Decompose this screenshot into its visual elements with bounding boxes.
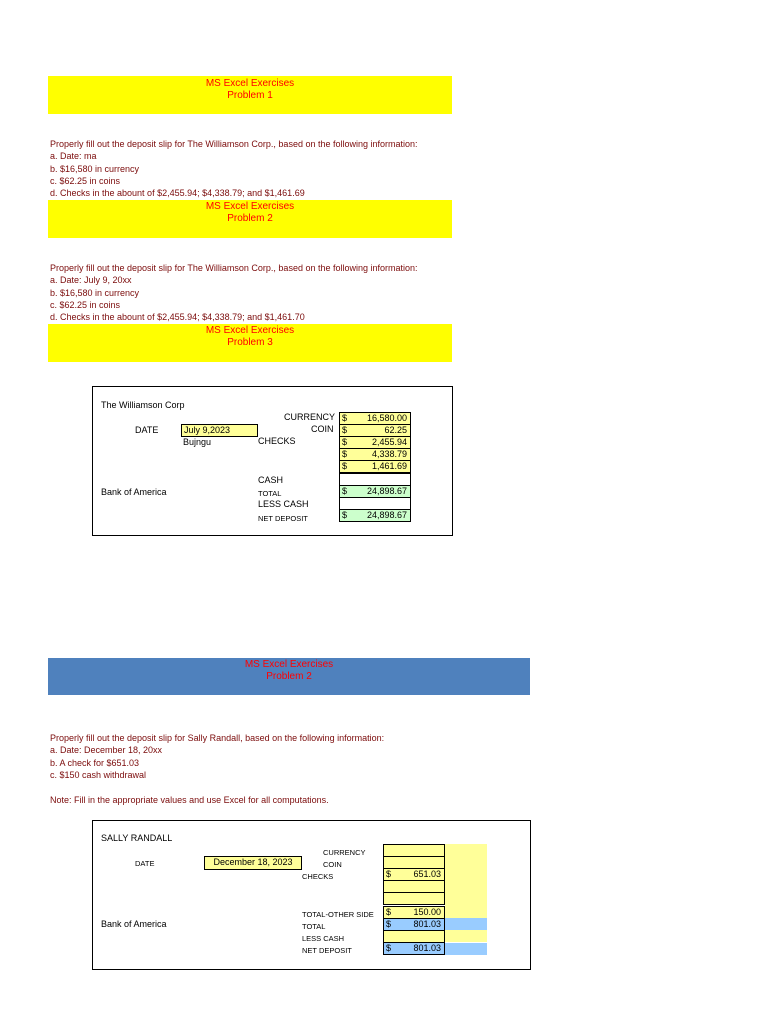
problem1-banner-title: MS Excel Exercises — [205, 78, 295, 89]
deposit-slip-williamson — [92, 386, 453, 536]
problem1-banner-subtitle: Problem 1 — [227, 90, 273, 101]
instruction-line: c. $62.25 in coins — [50, 299, 121, 310]
instruction-line: Properly fill out the deposit slip for The Williamson Corp., based on the following information: — [50, 139, 418, 149]
instruction-line: d. Checks in the abount of $2,455.94; $4,338.79; and $1,461.69 — [50, 188, 305, 199]
currency-symbol: $ — [342, 413, 348, 423]
total-value: 801.03 — [413, 919, 441, 929]
coin-label: COIN — [311, 424, 334, 434]
instruction-line: a. Date: July 9, 20xx — [50, 275, 132, 286]
problem2a-banner-title: MS Excel Exercises — [205, 201, 295, 212]
currency-label: CURRENCY — [323, 848, 366, 857]
account-name: SALLY RANDALL — [101, 833, 173, 843]
currency-symbol: $ — [342, 461, 348, 471]
check-value-1: 2,455.94 — [371, 437, 407, 447]
total-value: 24,898.67 — [366, 486, 407, 496]
problem3-banner-subtitle: Problem 3 — [227, 337, 273, 348]
currency-symbol: $ — [342, 486, 348, 496]
problem1-banner — [48, 76, 452, 114]
net-deposit-label: NET DEPOSIT — [258, 514, 308, 523]
total-label: TOTAL — [258, 489, 282, 498]
problem3-banner-title: MS Excel Exercises — [205, 325, 295, 336]
deposit-slip-randall — [92, 820, 531, 970]
currency-symbol: $ — [386, 907, 392, 917]
instruction-line: b. A check for $651.03 — [50, 757, 140, 768]
currency-value: 16,580.00 — [366, 413, 407, 423]
instruction-line: b. $16,580 in currency — [50, 163, 140, 174]
currency-symbol: $ — [386, 943, 392, 953]
problem2a-banner-subtitle: Problem 2 — [227, 213, 273, 224]
net-deposit-cell[interactable] — [339, 509, 411, 522]
signature: Bujngu — [183, 437, 212, 447]
instruction-line: c. $62.25 in coins — [50, 175, 121, 186]
check-cell-3[interactable] — [339, 460, 411, 473]
checks-value: 651.03 — [413, 869, 441, 879]
total-label: TOTAL — [302, 922, 326, 931]
instruction-line: Properly fill out the deposit slip for The Williamson Corp., based on the following information: — [50, 263, 418, 273]
problem2a-instructions — [50, 262, 418, 323]
currency-symbol: $ — [342, 425, 348, 435]
blue-filler-total — [445, 918, 487, 930]
blue-filler-net — [445, 943, 487, 955]
cash-label: CASH — [258, 475, 284, 485]
problem2b-banner — [48, 658, 530, 695]
currency-symbol: $ — [342, 437, 348, 447]
company-name: The Williamson Corp — [101, 400, 185, 410]
total-other-side-value: 150.00 — [413, 907, 441, 917]
date-label: DATE — [135, 425, 159, 435]
problem2b-note: Note: Fill in the appropriate values and use Excel for all computations. — [50, 795, 329, 805]
currency-symbol: $ — [342, 510, 348, 520]
instruction-line: a. Date: ma — [50, 151, 97, 162]
checks-label: CHECKS — [302, 872, 334, 881]
problem2b-banner-subtitle: Problem 2 — [266, 671, 312, 682]
problem3-banner — [48, 324, 452, 362]
date-label: DATE — [135, 859, 155, 868]
problem2b-instructions — [50, 732, 384, 781]
date-field[interactable] — [204, 856, 302, 870]
instruction-line: d. Checks in the abount of $2,455.94; $4,338.79; and $1,461.70 — [50, 312, 305, 323]
check-cell-empty-2[interactable] — [383, 892, 445, 905]
currency-symbol: $ — [386, 919, 392, 929]
coin-value: 62.25 — [384, 425, 407, 435]
instruction-line: Properly fill out the deposit slip for Sally Randall, based on the following information: — [50, 733, 385, 743]
currency-symbol: $ — [386, 869, 392, 879]
net-deposit-value: 801.03 — [413, 943, 441, 953]
instruction-line: a. Date: December 18, 20xx — [50, 745, 163, 756]
less-cash-label: LESS CASH — [302, 934, 345, 943]
bank-name: Bank of America — [101, 919, 167, 929]
total-other-side-label: TOTAL-OTHER SIDE — [302, 910, 374, 919]
problem2a-banner — [48, 200, 452, 238]
date-value: December 18, 2023 — [213, 857, 293, 867]
date-field[interactable] — [181, 424, 258, 437]
net-deposit-label: NET DEPOSIT — [302, 946, 352, 955]
currency-symbol: $ — [342, 449, 348, 459]
instruction-line: b. $16,580 in currency — [50, 287, 140, 298]
currency-label: CURRENCY — [284, 412, 336, 422]
coin-label: COIN — [323, 860, 342, 869]
check-value-3: 1,461.69 — [371, 461, 407, 471]
problem1-instructions — [50, 138, 418, 199]
less-cash-label: LESS CASH — [258, 499, 309, 509]
problem2b-banner-title: MS Excel Exercises — [244, 659, 334, 670]
bank-name: Bank of America — [101, 487, 167, 497]
date-value: July 9,2023 — [184, 425, 231, 435]
checks-label: CHECKS — [258, 436, 296, 446]
net-deposit-cell[interactable] — [383, 942, 445, 955]
instruction-line: c. $150 cash withdrawal — [50, 769, 147, 780]
check-value-2: 4,338.79 — [371, 449, 407, 459]
net-deposit-value: 24,898.67 — [366, 510, 407, 520]
